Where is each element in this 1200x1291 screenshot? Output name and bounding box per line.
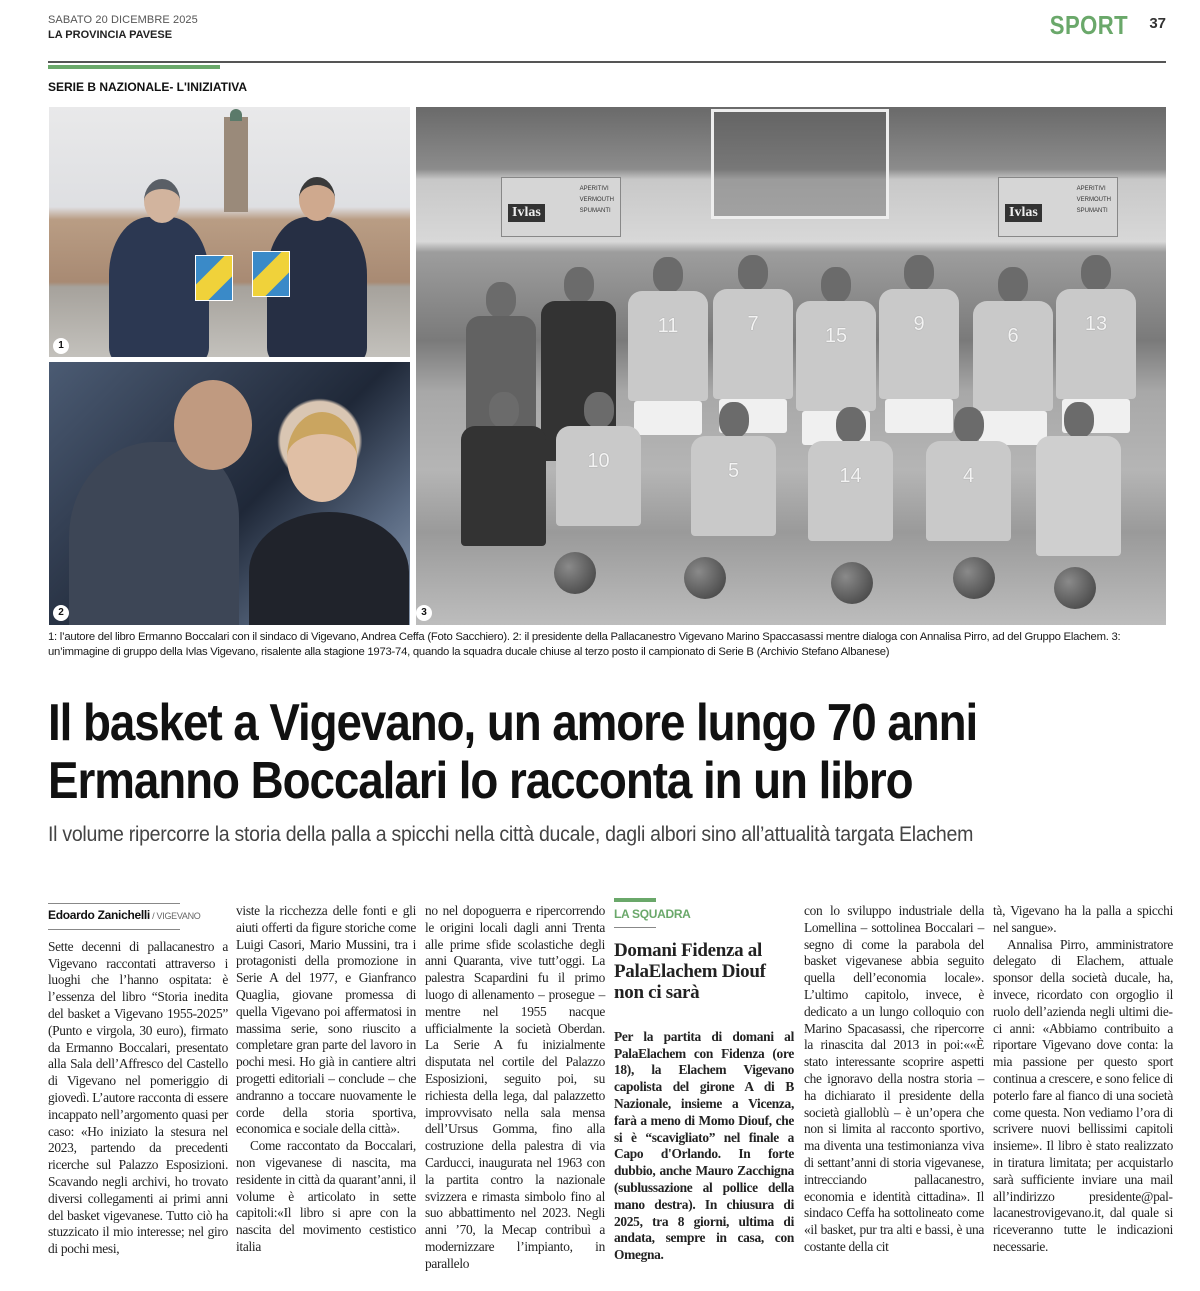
jersey <box>926 441 1011 541</box>
ad-line: APERITIVI <box>579 186 609 192</box>
article-paragraph: Come raccontato da Boccalari, non vigevanese di nascita, ma residente in città da quarant’anni, il volume è articolato in sette capitoli:«Il libro si apre con la nascita del movimento cestistico italia <box>236 1138 416 1254</box>
issue-date: SABATO 20 DICEMBRE 2025 <box>48 14 198 26</box>
tower-top <box>230 109 242 121</box>
head <box>584 392 614 428</box>
ad-line: VERMOUTH <box>1076 197 1111 203</box>
jersey <box>691 436 776 536</box>
article-paragraph: tà, Vigevano ha la palla a spicchi nel sangue». <box>993 903 1173 935</box>
newspaper-name: LA PROVINCIA PAVESE <box>48 29 173 41</box>
head <box>954 407 984 443</box>
author-name: Edoardo Zanichelli <box>48 908 150 922</box>
person-author <box>109 217 209 357</box>
person-sponsor <box>249 512 409 625</box>
article-column-3 <box>425 903 605 1273</box>
castle-tower <box>224 117 248 212</box>
article-paragraph: Sette decenni di pallacanestro a Vigevano raccontati attraverso i luoghi che l’hanno ospitata: è l’essenza del libro “Storia inedita del basket a Vigevano 1955-2025” (Punto e virgola, 30 euro), firmato da Ermanno Boccalari, presentato alla Sala dell’Affresco del Castello di Vigevano nel pomeriggio di giovedì. L’autore racconta di essere incappato nell’argomento quasi per caso: «Ho iniziato la stesura nel 2023, partendo da precedenti ricerche sul Palazzo Esposizioni. Scavando negli archivi, ho trovato diversi collegamenti ai primi anni del basket vigevanese. Tutto ciò ha stuzzicato il mio interesse; nel giro di pochi mesi, <box>48 938 228 1257</box>
ad-brand: Ivlas <box>1005 204 1042 222</box>
president-head <box>174 380 252 470</box>
photo-number-badge: 1 <box>53 338 69 354</box>
jersey-number: 7 <box>747 313 759 335</box>
head <box>489 392 519 428</box>
jersey <box>556 426 641 526</box>
head <box>1064 402 1094 438</box>
photo-president-and-sponsor <box>49 362 410 625</box>
head <box>998 267 1028 303</box>
head <box>564 267 594 303</box>
ad-banner-right <box>998 177 1118 237</box>
jersey <box>796 301 876 411</box>
jersey-number: 4 <box>962 465 975 487</box>
basketball <box>684 557 726 599</box>
article-paragraph: no nel dopoguerra e ripercorrendo le origini locali dagli anni Trenta alle prime sfide scolastiche degli anni Quaranta, vive tutt’oggi. La palestra Scapardini fu il primo luogo di allenamento – prosegue – mentre nel 1955 nacque ufficialmente la società Oberdan. La Serie A fu inizialmente disputata nel cortile del Palazzo Esposizioni, seguito poi, su richiesta della lega, dal palazzetto improvvisato nella sala mensa dell’Ursus Gomma, fino alla costruzione della palestra di via Carducci, inaugurata nel 1963 con la partita contro la nazionale svizzera e rimasta simbolo fino al suo abbattimento nel 2023. Negli anni ’70, la Mecap contribuì a modernizzare l’impianto, in parallelo <box>425 903 605 1271</box>
sidebar-accent-bar <box>614 898 656 902</box>
mayor-head <box>299 177 335 221</box>
article-column-1 <box>48 903 228 1258</box>
headline-line-2: Ermanno Boccalari lo racconta in un libro <box>48 752 913 810</box>
sidebar-body: Per la partita di domani al PalaElachem con Fidenza (ore 18), la Elachem Vigevano capolista del girone A di B Nazionale, insieme a Vicenza, farà a meno di Momo Diouf, che si è “scavigliato” nel finale a Capo d'Orlando. In forte dubbio, anche Mauro Zacchigna (sublussazione al pollice della mano destra). In chiusura di 2025, tra 8 giorni, ultima di andata, sempre in casa, con Omegna. <box>614 1028 794 1263</box>
basketball <box>831 562 873 604</box>
book-cover <box>252 251 290 297</box>
staff-front <box>461 392 546 592</box>
jersey <box>713 289 793 399</box>
sweater <box>461 426 546 546</box>
header-divider <box>48 61 1166 63</box>
basketball <box>1054 567 1096 609</box>
author-head <box>144 179 180 223</box>
head <box>738 255 768 291</box>
ad-lines <box>580 184 614 217</box>
page-number: 37 <box>1149 15 1166 32</box>
book-cover <box>195 255 233 301</box>
ad-line: APERITIVI <box>1076 186 1106 192</box>
sidebar-label: LA SQUADRA <box>614 907 691 921</box>
sweater <box>1036 436 1121 556</box>
jersey <box>973 301 1053 411</box>
backboard <box>711 109 889 219</box>
head <box>836 407 866 443</box>
photo-author-and-mayor <box>49 107 410 357</box>
headline <box>48 694 1032 810</box>
masthead <box>48 0 1166 62</box>
photo-caption: 1: l’autore del libro Ermanno Boccalari con il sindaco di Vigevano, Andrea Ceffa (Foto Sacchiero). 2: il presidente della Pallacanestro Vigevano Marino Spaccasassi mentre dialoga con Annalisa Pirro, ad del Gruppo Elachem. 3: un’immagine di gruppo della Ivlas Vigevano, risalente alla stagione 1973-74, quando la squadra ducale chiuse al terzo posto il campionato di Serie B (Archivio Stefano Albanese) <box>48 631 1121 658</box>
photo-number-badge: 2 <box>53 605 69 621</box>
head <box>821 267 851 303</box>
section-title: SPORT <box>1049 10 1128 40</box>
basketball <box>953 557 995 599</box>
jersey-number: 6 <box>1007 325 1019 347</box>
jersey <box>808 441 893 541</box>
sponsor-head <box>287 412 357 502</box>
jersey-number: 13 <box>1084 313 1108 335</box>
ad-line: SPUMANTI <box>1076 208 1108 214</box>
head <box>904 255 934 291</box>
headline-line-1: Il basket a Vigevano, un amore lungo 70 anni <box>48 694 978 752</box>
sidebar-headline: Domani Fidenza al PalaElachem Diouf non ci sarà <box>614 939 766 1003</box>
article-column-2 <box>236 903 416 1256</box>
jersey-number: 5 <box>727 460 740 482</box>
jersey <box>879 289 959 399</box>
head <box>486 282 516 318</box>
jersey-number: 11 <box>657 315 679 337</box>
photo-number-badge: 3 <box>416 605 432 621</box>
article-paragraph: Annalisa Pirro, amministratore delegato di Elachem, attuale sponsor della società ducale, ha, invece, ricordato con orgoglio il ruolo dell’azienda negli ultimi dieci anni: «Abbiamo contribuito a riportare Vigevano dove conta: la mia passione per questo sport continua a crescere, e sono felice di poterlo fare al fianco di una società come questa. Non vediamo l’ora di scrivere nuovi bellissimi capitoli insieme». Il libro è stato realizzato in tiratura limitata; per acquistarlo sarà sufficiente inviare una mail all’indirizzo presidente@pallacanestrovigevano.it, dal quale si riceveranno tutte le indicazioni necessarie. <box>993 936 1173 1254</box>
head <box>653 257 683 293</box>
dateline-place: / VIGEVANO <box>149 911 201 921</box>
basketball <box>554 552 596 594</box>
ad-lines <box>1077 184 1111 217</box>
article-paragraph: viste la ricchezza delle fonti e gli aiuti offerti da figure storiche come Luigi Casori, Mario Mussini, tra i protagonisti della promozione in Serie A del 1977, e Gianfranco Quaglia, giovane promessa di quella Vigevano poi affermatosi in massima serie, sono riuscito a completare gran parte del lavoro in pochi mesi. Ho già in cantiere altri progetti editoriali – conclude – che andranno a toccare nuovamente le corde della storia sportiva, economica e sociale della città». <box>236 903 416 1137</box>
article-paragraph: con lo sviluppo industriale della Lomellina – sottolinea Boccalari – segno di come la parabola del basket vigevanese abbia seguito quella dell’economia locale». L’ultimo capitolo, invece, è dedicato a un lungo colloquio con Marino Spacasassi, che ripercorre la rinascita dal 2013 in poi:««È stato interessante scoprire aspetti che ignoravo della nostra storia – ha dichiarato il presidente della società gialloblù – è un’opera che non si limita al racconto sportivo, ma diventa una testimonianza viva di settant’anni di storia vigevanese, intrecciando pallacanestro, economia e identità cittadina». Il sindaco Ceffa ha sottolineato come «il basket, pur tra alti e bassi, è una costante della cit <box>804 903 984 1254</box>
jersey-number: 10 <box>587 450 610 472</box>
byline <box>48 903 201 930</box>
head <box>1081 255 1111 291</box>
ad-banner-left <box>501 177 621 237</box>
jersey-number: 14 <box>839 465 862 487</box>
photo-team-1973-74 <box>416 107 1166 625</box>
head <box>719 402 749 438</box>
jersey-number: 9 <box>913 313 925 335</box>
article-column-6 <box>993 903 1173 1256</box>
subheadline: Il volume ripercorre la storia della palla a spicchi nella città ducale, dagli albori sino all’attualità targata Elachem <box>48 823 974 846</box>
sidebar-box <box>614 903 794 1264</box>
ad-line: SPUMANTI <box>579 208 611 214</box>
ad-line: VERMOUTH <box>579 197 614 203</box>
article-kicker: SERIE B NAZIONALE- L'INIZIATIVA <box>48 80 248 94</box>
sidebar-divider <box>614 927 656 928</box>
ad-brand: Ivlas <box>508 204 545 222</box>
jersey <box>1056 289 1136 399</box>
jersey <box>628 291 708 401</box>
article-column-5 <box>804 903 984 1256</box>
jersey-number: 15 <box>824 325 848 347</box>
accent-bar <box>48 65 220 69</box>
